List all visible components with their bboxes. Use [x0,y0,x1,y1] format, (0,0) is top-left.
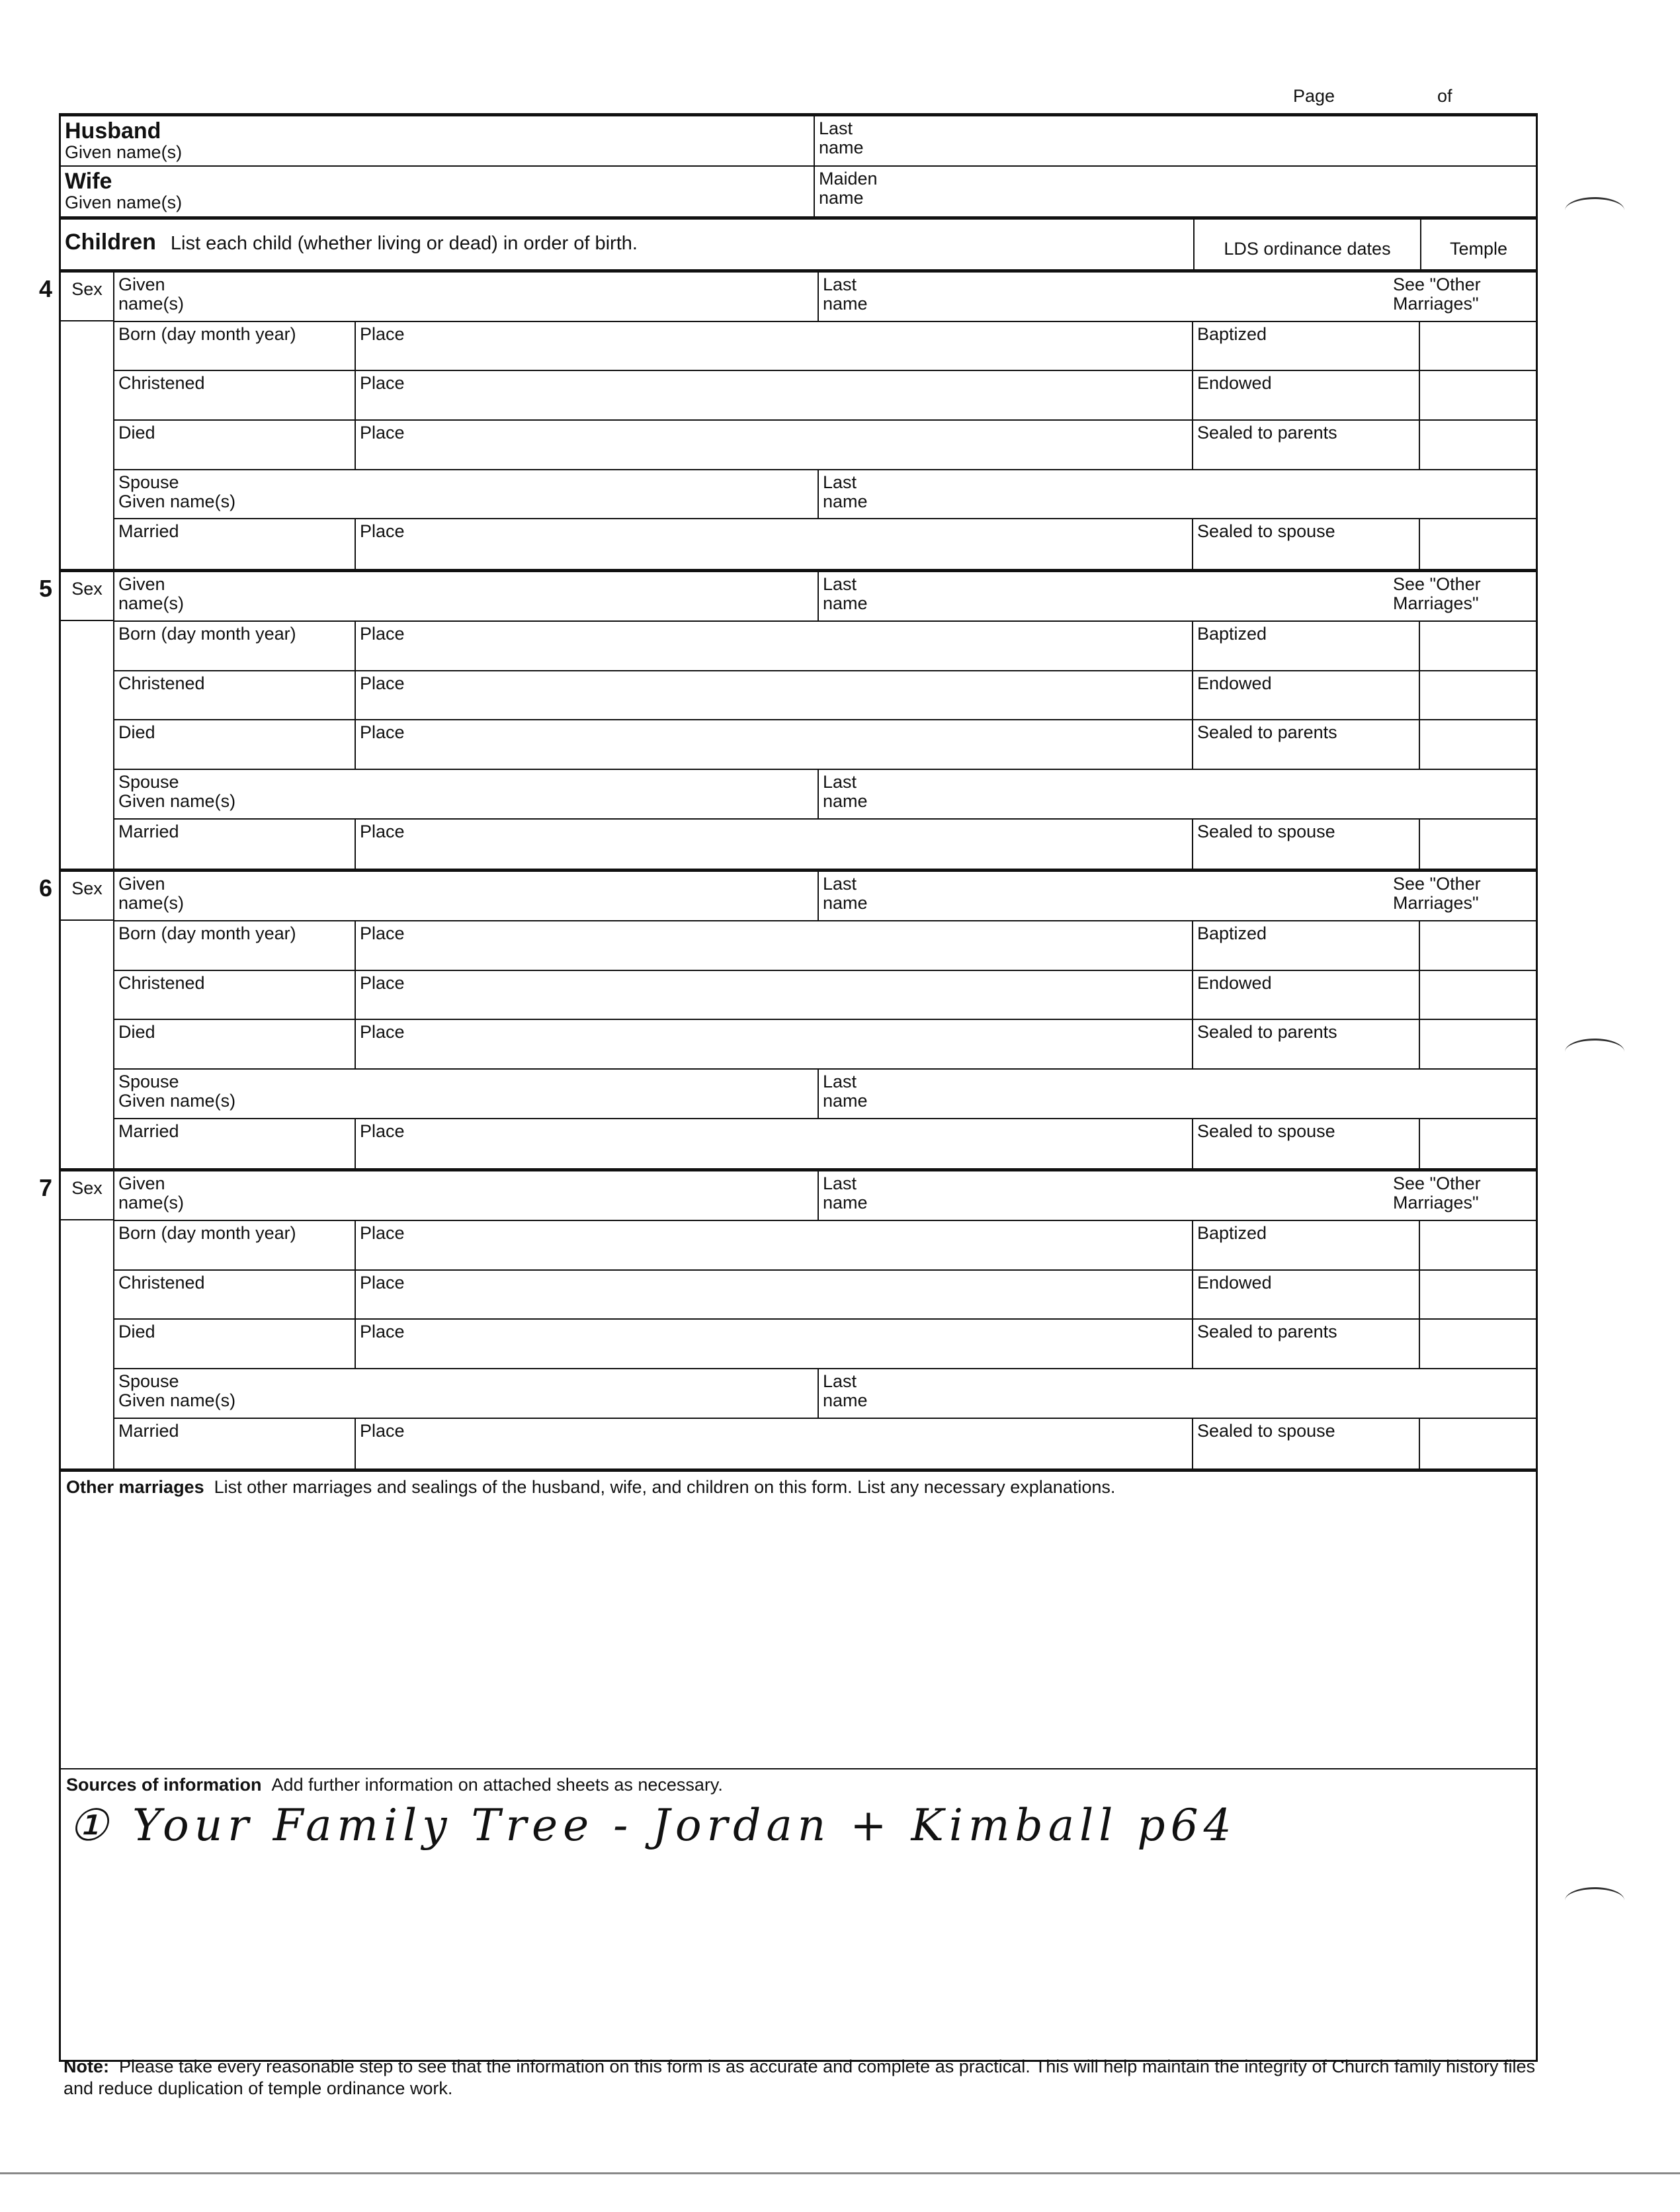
see-other-label-2: Marriages" [1393,294,1479,314]
place-label: Place [360,423,405,443]
child-given-field[interactable] [114,1171,819,1220]
spouse-last-field[interactable] [819,470,1536,519]
husband-given-field[interactable] [61,116,815,165]
died-place-field[interactable] [356,421,1193,469]
footer-note [63,2056,1538,2100]
sealed-parents-temple-field[interactable] [1420,1320,1536,1368]
child-last-label-2: name [823,593,868,614]
child-given-label: Given [118,874,165,894]
married-field[interactable] [114,1419,356,1468]
see-other-label: See "Other [1393,874,1481,894]
died-field[interactable] [114,1020,356,1068]
sealed-parents-label: Sealed to parents [1197,1022,1337,1042]
sex-field[interactable] [61,873,113,921]
died-row [114,1020,1536,1070]
spouse-last-label-2: name [823,491,868,511]
sex-label: Sex [71,878,103,899]
born-row [114,622,1536,671]
baptized-label: Baptized [1197,923,1267,943]
wife-given-field[interactable] [61,167,815,216]
spouse-last-field[interactable] [819,770,1536,818]
spouse-last-field[interactable] [819,1369,1536,1418]
sealed-spouse-temple-field[interactable] [1420,820,1536,869]
child-rows [114,273,1536,569]
hole-punch-mark [1565,1039,1624,1065]
spouse-label: Spouse [118,472,179,492]
see-other-marriages [1381,872,1536,920]
see-other-label-2: Marriages" [1393,893,1479,914]
endowed-label: Endowed [1197,972,1272,993]
wife-maiden-label: Maiden [819,169,878,189]
other-marriages-instruction: List other marriages and sealings of the husband, wife, and children on this form. List any necessary explanations. [214,1476,1116,1497]
spouse-label: Spouse [118,1072,179,1091]
notes-section [59,1472,1538,2062]
husband-given-label: Given name(s) [65,142,183,162]
spouse-given-label: Given name(s) [118,1390,236,1411]
child-number: 7 [39,1174,53,1202]
sealed-spouse-temple-field[interactable] [1420,1419,1536,1468]
married-row [114,1119,1536,1169]
sealed-spouse-label: Sealed to spouse [1197,521,1335,542]
see-other-label-2: Marriages" [1393,1193,1479,1213]
died-label: Died [118,1322,155,1342]
spouse-given-label: Given name(s) [118,1091,236,1111]
children-header-title [61,220,1195,269]
spouse-given-field[interactable] [114,1369,819,1418]
married-field[interactable] [114,820,356,869]
born-place-field[interactable] [356,921,1193,970]
endowed-field[interactable] [1193,671,1420,720]
place-label: Place [360,923,405,943]
temple-label: Temple [1449,239,1508,259]
sealed-spouse-label: Sealed to spouse [1197,1121,1335,1141]
see-other-label: See "Other [1393,574,1481,595]
child-last-label-2: name [823,294,868,314]
child-last-label: Last [823,275,857,294]
spouse-given-field[interactable] [114,770,819,818]
sealed-spouse-temple-field[interactable] [1420,519,1536,569]
christened-row [114,971,1536,1021]
baptized-label: Baptized [1197,323,1267,344]
died-row [114,1320,1536,1369]
christened-field[interactable] [114,371,356,419]
baptized-field[interactable] [1193,322,1420,370]
spouse-given-label: Given name(s) [118,790,236,811]
hole-punch-mark [1565,1887,1624,1914]
endowed-temple-field[interactable] [1420,1271,1536,1319]
born-place-field[interactable] [356,322,1193,370]
sex-column [39,572,114,869]
born-label: Born (day month year) [118,323,296,344]
see-other-marriages [1381,273,1536,321]
baptized-field[interactable] [1193,921,1420,970]
baptized-field[interactable] [1193,1221,1420,1269]
sex-label: Sex [71,579,103,599]
child-given-field[interactable] [114,273,819,321]
child-name-row [114,1171,1536,1221]
spouse-row [114,770,1536,820]
sealed-parents-field[interactable] [1193,421,1420,469]
christened-place-field[interactable] [356,371,1193,419]
sealed-spouse-field[interactable] [1193,1119,1420,1169]
sealed-spouse-field[interactable] [1193,1419,1420,1468]
died-field[interactable] [114,720,356,769]
children-list [39,273,1538,1472]
baptized-temple-field[interactable] [1420,322,1536,370]
sealed-parents-label: Sealed to parents [1197,423,1337,443]
born-row [114,1221,1536,1271]
child-last-label: Last [823,874,857,894]
place-label: Place [360,373,405,394]
baptized-temple-field[interactable] [1420,921,1536,970]
spouse-last-field[interactable] [819,1070,1536,1118]
married-place-field[interactable] [356,519,1193,569]
married-row [114,820,1536,869]
husband-title: Husband [65,118,161,144]
place-label: Place [360,1121,405,1141]
child-last-field[interactable] [819,273,1381,321]
sealed-spouse-label: Sealed to spouse [1197,1420,1335,1441]
child-rows [114,1171,1536,1468]
married-label: Married [118,521,179,542]
see-other-label: See "Other [1393,275,1481,294]
died-row [114,421,1536,470]
christened-label: Christened [118,1272,205,1293]
child-rows [114,872,1536,1168]
endowed-temple-field[interactable] [1420,971,1536,1019]
family-group-form [39,113,1538,2062]
died-row [114,720,1536,770]
sealed-parents-field[interactable] [1193,1320,1420,1368]
sealed-parents-label: Sealed to parents [1197,1322,1337,1342]
baptized-label: Baptized [1197,1223,1267,1244]
sealed-parents-temple-field[interactable] [1420,720,1536,769]
place-label: Place [360,521,405,542]
parents-section [59,113,1538,273]
sex-column [39,273,114,569]
married-field[interactable] [114,519,356,569]
christened-row [114,371,1536,421]
sex-label: Sex [71,1178,103,1199]
spouse-given-field[interactable] [114,1070,819,1118]
hole-punch-mark [1565,197,1624,224]
child-number: 4 [39,275,53,302]
died-place-field[interactable] [356,1020,1193,1068]
married-row [114,1419,1536,1468]
born-field[interactable] [114,1221,356,1269]
sex-field[interactable] [61,274,113,321]
sex-label: Sex [71,279,103,299]
sealed-spouse-field[interactable] [1193,519,1420,569]
temple-header [1421,220,1536,269]
child-last-label-2: name [823,1193,868,1213]
child-given-label: Given [118,574,165,595]
baptized-label: Baptized [1197,623,1267,644]
child-number: 5 [39,575,53,603]
married-label: Married [118,1121,179,1141]
married-place-field[interactable] [356,1419,1193,1468]
place-label: Place [360,1272,405,1293]
child-given-label: Given [118,275,165,294]
sources-title: Sources of information [66,1774,262,1795]
place-label: Place [360,623,405,644]
child-name-row [114,872,1536,921]
child-last-label-2: name [823,893,868,914]
wife-maiden-field[interactable] [815,167,1536,216]
sealed-spouse-label: Sealed to spouse [1197,821,1335,841]
born-place-field[interactable] [356,622,1193,670]
wife-row [61,167,1536,220]
child-entry [39,872,1536,1171]
born-field[interactable] [114,622,356,670]
lds-ordinance-label: LDS ordinance dates [1224,239,1391,259]
spouse-last-label-2: name [823,1091,868,1111]
child-number: 6 [39,874,53,902]
child-entry [39,572,1536,872]
sex-column [39,872,114,1168]
child-given-field[interactable] [114,872,819,920]
sealed-parents-temple-field[interactable] [1420,421,1536,469]
married-field[interactable] [114,1119,356,1169]
sex-field[interactable] [61,574,113,621]
endowed-label: Endowed [1197,1272,1272,1293]
spouse-last-label: Last [823,771,857,792]
endowed-label: Endowed [1197,373,1272,394]
spouse-last-label: Last [823,472,857,492]
christened-field[interactable] [114,1271,356,1319]
see-other-marriages [1381,1171,1536,1220]
husband-last-label-2: name [819,138,864,157]
born-row [114,322,1536,372]
sex-column [39,1171,114,1468]
wife-given-label: Given name(s) [65,192,183,212]
born-field[interactable] [114,921,356,970]
died-label: Died [118,722,155,743]
spouse-last-label-2: name [823,790,868,811]
child-given-field[interactable] [114,572,819,620]
spouse-row [114,1070,1536,1119]
sealed-parents-field[interactable] [1193,1020,1420,1068]
endowed-temple-field[interactable] [1420,671,1536,720]
spouse-label: Spouse [118,771,179,792]
page-label: Page [1293,86,1335,106]
place-label: Place [360,972,405,993]
child-given-label-2: name(s) [118,893,185,914]
place-label: Place [360,821,405,841]
christened-field[interactable] [114,971,356,1019]
born-label: Born (day month year) [118,623,296,644]
sealed-parents-label: Sealed to parents [1197,722,1337,743]
christened-label: Christened [118,972,205,993]
baptized-field[interactable] [1193,622,1420,670]
child-given-label: Given [118,1173,165,1194]
see-other-label: See "Other [1393,1173,1481,1194]
endowed-field[interactable] [1193,1271,1420,1319]
spouse-label: Spouse [118,1371,179,1392]
born-row [114,921,1536,971]
baptized-temple-field[interactable] [1420,1221,1536,1269]
scan-edge-line [0,2172,1680,2174]
child-given-label-2: name(s) [118,294,185,314]
died-label: Died [118,423,155,443]
died-label: Died [118,1022,155,1042]
handwritten-source: ① Your Family Tree - Jordan + Kimball p64 [69,1799,1237,1851]
child-last-field[interactable] [819,1171,1381,1220]
born-label: Born (day month year) [118,1223,296,1244]
child-entry [39,273,1536,572]
child-entry [39,1171,1536,1471]
christened-row [114,1271,1536,1320]
spouse-last-label-2: name [823,1390,868,1411]
christened-place-field[interactable] [356,671,1193,720]
christened-label: Christened [118,373,205,394]
child-rows [114,572,1536,869]
died-place-field[interactable] [356,720,1193,769]
husband-last-field[interactable] [815,116,1536,165]
endowed-label: Endowed [1197,673,1272,693]
child-last-label: Last [823,1173,857,1194]
other-marriages-field[interactable] [61,1472,1536,1769]
spouse-given-label: Given name(s) [118,491,236,511]
died-place-field[interactable] [356,1320,1193,1368]
endowed-field[interactable] [1193,371,1420,419]
born-label: Born (day month year) [118,923,296,943]
place-label: Place [360,1322,405,1342]
wife-maiden-label-2: name [819,188,864,208]
sealed-parents-field[interactable] [1193,720,1420,769]
lds-ordinance-header [1195,220,1421,269]
see-other-label-2: Marriages" [1393,593,1479,614]
christened-field[interactable] [114,671,356,720]
children-instruction: List each child (whether living or dead) in order of birth. [170,233,638,254]
endowed-field[interactable] [1193,971,1420,1019]
christened-row [114,671,1536,721]
child-last-field[interactable] [819,572,1381,620]
married-place-field[interactable] [356,820,1193,869]
place-label: Place [360,1022,405,1042]
husband-last-label: Last [819,118,853,138]
born-field[interactable] [114,322,356,370]
sources-field[interactable] [61,1769,1536,2062]
spouse-row [114,1369,1536,1419]
spouse-given-field[interactable] [114,470,819,519]
child-given-label-2: name(s) [118,1193,185,1213]
spouse-last-label: Last [823,1072,857,1091]
married-place-field[interactable] [356,1119,1193,1169]
child-last-field[interactable] [819,872,1381,920]
baptized-temple-field[interactable] [1420,622,1536,670]
child-last-label: Last [823,574,857,595]
place-label: Place [360,1223,405,1244]
place-label: Place [360,1420,405,1441]
note-text: Please take every reasonable step to see that the information on this form is as accurate and complete as practical. This will help maintain the integrity of Church family history files and reduce duplication of temple ordinance work. [63,2057,1536,2098]
children-header [61,220,1536,273]
married-label: Married [118,1420,179,1441]
died-field[interactable] [114,1320,356,1368]
other-marriages-title: Other marriages [66,1476,204,1497]
christened-place-field[interactable] [356,971,1193,1019]
see-other-marriages [1381,572,1536,620]
spouse-row [114,470,1536,520]
sealed-parents-temple-field[interactable] [1420,1020,1536,1068]
child-name-row [114,273,1536,322]
place-label: Place [360,722,405,743]
married-label: Married [118,821,179,841]
died-field[interactable] [114,421,356,469]
sealed-spouse-field[interactable] [1193,820,1420,869]
note-label: Note: [63,2057,109,2076]
of-label: of [1437,86,1452,106]
sealed-spouse-temple-field[interactable] [1420,1119,1536,1169]
wife-title: Wife [65,169,112,194]
sex-field[interactable] [61,1173,113,1220]
endowed-temple-field[interactable] [1420,371,1536,419]
place-label: Place [360,323,405,344]
married-row [114,519,1536,569]
sources-instruction: Add further information on attached sheets as necessary. [271,1774,723,1795]
husband-row [61,116,1536,167]
christened-label: Christened [118,673,205,693]
place-label: Place [360,673,405,693]
christened-place-field[interactable] [356,1271,1193,1319]
children-title: Children [65,230,156,255]
child-name-row [114,572,1536,622]
child-given-label-2: name(s) [118,593,185,614]
born-place-field[interactable] [356,1221,1193,1269]
spouse-last-label: Last [823,1371,857,1392]
